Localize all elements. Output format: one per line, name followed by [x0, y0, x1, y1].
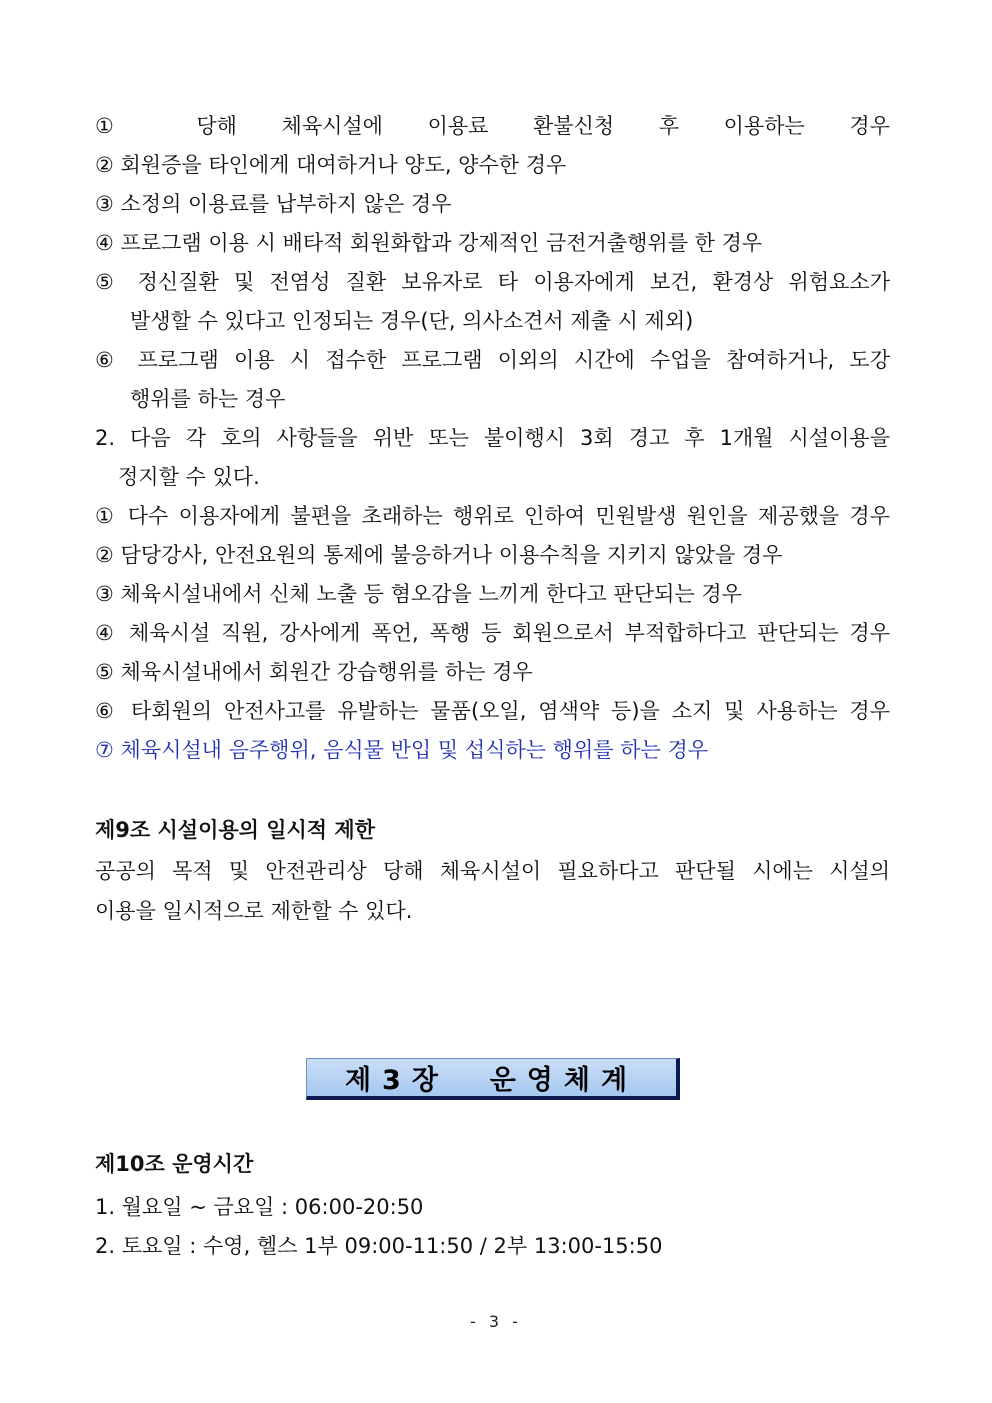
article-10-title: 제10조 운영시간: [95, 1152, 254, 1176]
list-item: ③ 소정의 이용료를 납부하지 않은 경우: [95, 192, 452, 216]
clause-2-line-1: 2. 다음 각 호의 사항들을 위반 또는 불이행시 3회 경고 후 1개월 시설이용을: [95, 426, 890, 450]
list-item-continuation: 발생할 수 있다고 인정되는 경우(단, 의사소견서 제출 시 제외): [130, 309, 694, 333]
list-item: ④ 체육시설 직원, 강사에게 폭언, 폭행 등 회원으로서 부적합하다고 판단되는 경우: [95, 621, 890, 645]
list-item: ⑥ 타회원의 안전사고를 유발하는 물품(오일, 염색약 등)을 소지 및 사용하는 경우: [95, 699, 890, 723]
list-item-continuation: 행위를 하는 경우: [130, 387, 286, 411]
article-9-body-line-2: 이용을 일시적으로 제한할 수 있다.: [95, 899, 413, 923]
list-item: ③ 체육시설내에서 신체 노출 등 혐오감을 느끼게 한다고 판단되는 경우: [95, 582, 742, 606]
page-number: - 3 -: [470, 1312, 522, 1331]
article-9-body-line-1: 공공의 목적 및 안전관리상 당해 체육시설이 필요하다고 판단될 시에는 시설의: [95, 859, 890, 883]
list-item: ② 회원증을 타인에게 대여하거나 양도, 양수한 경우: [95, 153, 567, 177]
chapter-title: 제3장 운영체계: [344, 1065, 639, 1096]
chapter-banner: [306, 1058, 680, 1100]
operating-hours-item: 1. 월요일 ~ 금요일 : 06:00-20:50: [95, 1195, 424, 1219]
list-item: ⑥ 프로그램 이용 시 접수한 프로그램 이외의 시간에 수업을 참여하거나, 도강: [95, 348, 890, 372]
clause-2-line-2: 정지할 수 있다.: [118, 465, 260, 489]
list-item: ⑤ 정신질환 및 전염성 질환 보유자로 타 이용자에게 보건, 환경상 위험요소가: [95, 270, 890, 294]
list-item: ④ 프로그램 이용 시 배타적 회원화합과 강제적인 금전거출행위를 한 경우: [95, 231, 763, 255]
list-item: ① 다수 이용자에게 불편을 초래하는 행위로 인하여 민원발생 원인을 제공했을 경우: [95, 504, 890, 528]
list-item-highlighted: ⑦ 체육시설내 음주행위, 음식물 반입 및 섭식하는 행위를 하는 경우: [95, 738, 709, 762]
list-item: ② 담당강사, 안전요원의 통제에 불응하거나 이용수칙을 지키지 않았을 경우: [95, 543, 783, 567]
article-9-title: 제9조 시설이용의 일시적 제한: [95, 818, 375, 842]
operating-hours-item: 2. 토요일 : 수영, 헬스 1부 09:00-11:50 / 2부 13:00-15:50: [95, 1234, 663, 1258]
list-item: ① 당해 체육시설에 이용료 환불신청 후 이용하는 경우: [95, 114, 890, 138]
list-item: ⑤ 체육시설내에서 회원간 강습행위를 하는 경우: [95, 660, 533, 684]
